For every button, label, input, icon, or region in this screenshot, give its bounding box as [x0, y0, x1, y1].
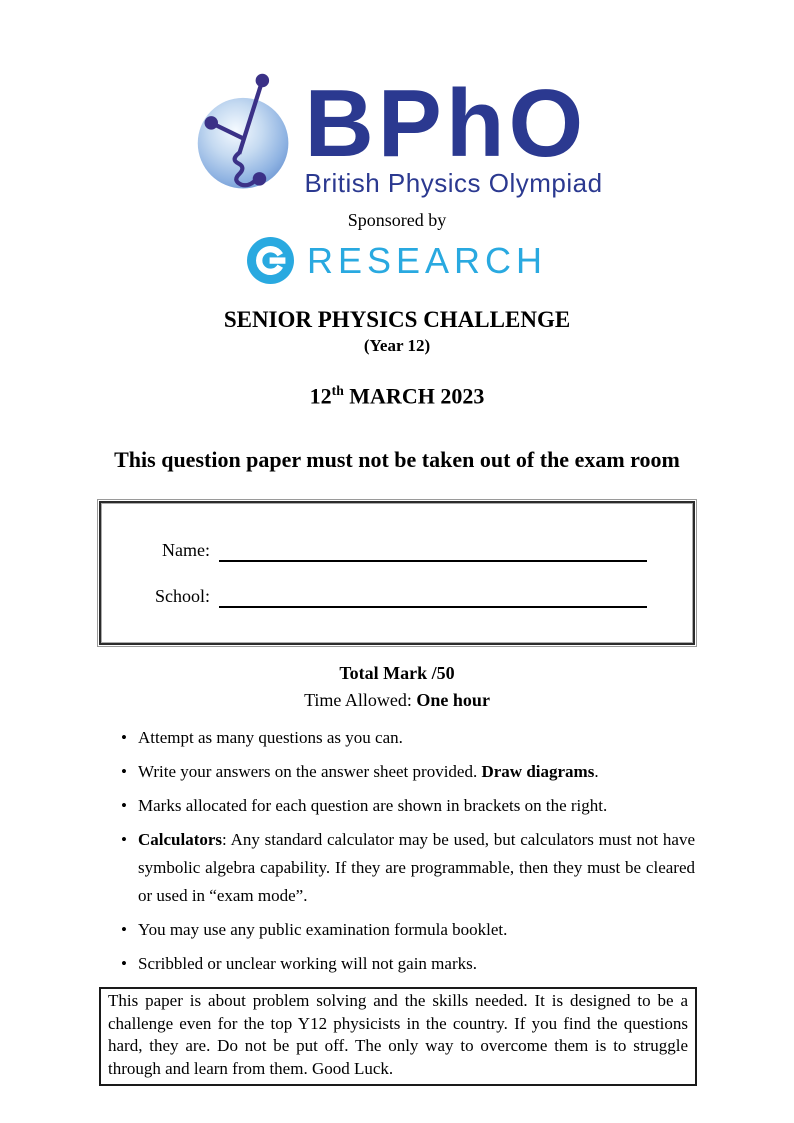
- instruction-item: • Marks allocated for each question are shown in brackets on the right.: [121, 792, 695, 820]
- name-label: Name:: [162, 540, 210, 561]
- exam-date: [0, 383, 794, 409]
- instruction-item: • Scribbled or unclear working will not gain marks.: [121, 950, 695, 978]
- instruction-item: • Write your answers on the answer sheet provided. Draw diagrams.: [121, 758, 695, 786]
- school-line: [219, 588, 647, 608]
- time-allowed-value: One hour: [416, 690, 490, 711]
- bullet-icon: •: [121, 954, 127, 974]
- school-label: School:: [154, 586, 210, 607]
- exam-date-rest: MARCH 2023: [343, 383, 485, 409]
- bullet-icon: •: [121, 796, 127, 816]
- total-mark: Total Mark /50: [339, 663, 455, 684]
- bullet-icon: •: [121, 728, 127, 748]
- exam-date-day: 12: [309, 383, 332, 409]
- name-row: [112, 540, 647, 562]
- gresearch-g-icon: [247, 237, 294, 284]
- instruction-item: • Attempt as many questions as you can.: [121, 724, 695, 752]
- bullet-icon: •: [121, 830, 127, 850]
- challenge-note-box: [99, 987, 697, 1086]
- bpho-acronym: BPhO: [304, 70, 588, 177]
- bullet-icon: •: [121, 762, 127, 782]
- competition-title: SENIOR PHYSICS CHALLENGE: [223, 307, 571, 332]
- time-allowed: [0, 690, 794, 711]
- bullet-icon: •: [121, 920, 127, 940]
- bpho-logo-text: [304, 70, 603, 198]
- competition-year: (Year 12): [363, 336, 431, 355]
- bpho-logo: [0, 0, 794, 198]
- instruction-item: • You may use any public examination formula booklet.: [121, 916, 695, 944]
- instruction-item: • Calculators: Any standard calculator may be used, but calculators must not have symbolic algebra capability. If they are programmable, then they must be cleared or used in “exam mode”.: [121, 826, 695, 910]
- exam-room-warning: This question paper must not be taken out of the exam room: [114, 447, 680, 473]
- time-allowed-label: Time Allowed:: [304, 690, 417, 711]
- bpho-wordmark: British Physics Olympiad: [304, 168, 603, 198]
- exam-date-suffix: th: [331, 383, 344, 398]
- instructions-list: [121, 724, 695, 978]
- sponsored-by-label: Sponsored by: [347, 210, 447, 230]
- name-school-box: [97, 499, 697, 647]
- bpho-sphere-icon: [191, 70, 299, 197]
- school-row: [112, 586, 647, 608]
- gresearch-wordmark: RESEARCH: [306, 239, 548, 281]
- name-line: [219, 542, 647, 562]
- challenge-note-text: This paper is about problem solving and the skills needed. It is designed to be a challenge even for the top Y12 physicists in the country. If you find the questions hard, they are. Do not be put off. The only way to overcome them is to struggle through and learn from them. Good Luck.: [108, 991, 688, 1078]
- gresearch-logo: [0, 235, 794, 285]
